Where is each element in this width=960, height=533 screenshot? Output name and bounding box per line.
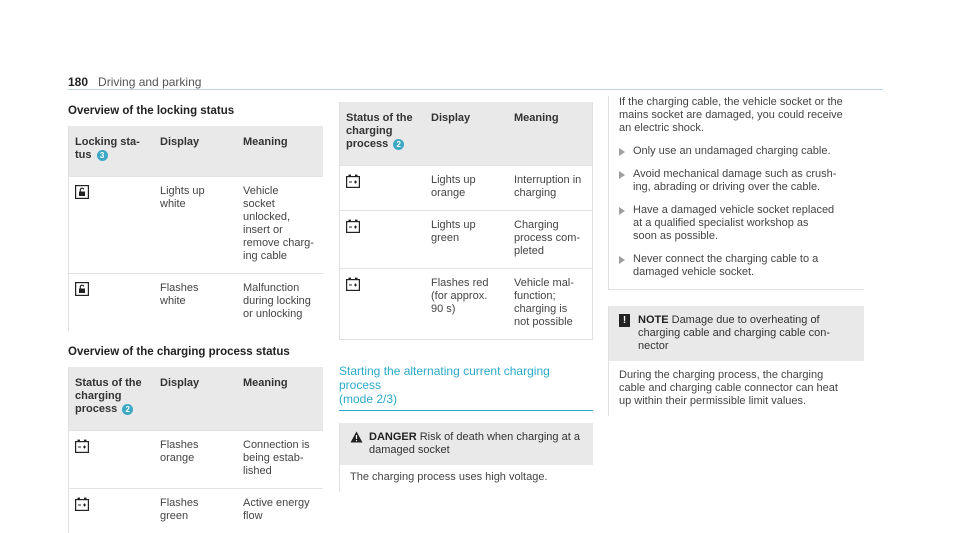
table-row (340, 211, 592, 269)
danger-label: DANGER (369, 431, 417, 443)
col-header-meaning: Meaning (235, 367, 323, 431)
page-header (68, 74, 883, 90)
col-header-display: Display (152, 367, 235, 431)
danger-continuation (608, 96, 864, 290)
row-meaning: Malfunction during locking or unlocking (235, 274, 323, 332)
row-display: Lights up white (152, 177, 235, 274)
table-header-row (69, 126, 323, 177)
row-display: Lights up orange (423, 166, 506, 211)
note-header (609, 306, 864, 361)
col-header-status: Status of the charging process 2 (340, 102, 423, 166)
list-item: Never connect the charging cable to a damaged vehicle socket. (619, 253, 854, 279)
list-item: Avoid mechanical damage such as crush- ing, abrading or driving over the cable. (619, 168, 854, 194)
column-right (608, 96, 864, 416)
list-item: Have a damaged vehicle socket replaced at a qualified specialist workshop as soon as possible. (619, 204, 854, 243)
row-display: Flashes orange (152, 431, 235, 489)
battery-icon (346, 174, 360, 188)
charging-status-table (69, 367, 323, 533)
charging-status-table-2-frame (339, 102, 593, 340)
bullet-arrow-icon (619, 148, 625, 156)
row-meaning: Connection is being estab- lished (235, 431, 323, 489)
unlocked-socket-icon (75, 185, 89, 199)
row-meaning: Interruption in charging (506, 166, 592, 211)
danger-box (339, 423, 593, 492)
danger-intro: If the charging cable, the vehicle socket or the mains socket are damaged, you could receive an electric shock. (619, 96, 843, 134)
warning-triangle-icon (350, 431, 363, 443)
locking-status-table-frame (68, 126, 323, 331)
danger-text: Risk of death when charging at a damaged socket (369, 431, 580, 456)
ref-circle: 2 (393, 139, 404, 150)
note-box (608, 306, 864, 416)
exclamation-icon: ! (619, 314, 630, 327)
column-middle (339, 102, 593, 492)
col-header-display: Display (423, 102, 506, 166)
locking-status-table (69, 126, 323, 331)
table-row (340, 269, 592, 340)
battery-icon (346, 219, 360, 233)
row-display: Flashes green (152, 489, 235, 533)
page-number: 180 (68, 75, 89, 89)
bullet-arrow-icon (619, 171, 625, 179)
note-text: Damage due to overheating of charging cable and charging cable con- nector (638, 314, 831, 352)
battery-icon (75, 497, 89, 511)
col-header-display: Display (152, 126, 235, 177)
unlocked-socket-icon (75, 282, 89, 296)
danger-body: The charging process uses high voltage. (350, 471, 548, 483)
col-header-status: Locking sta- tus 3 (69, 126, 152, 177)
danger-header (340, 423, 593, 465)
note-label: NOTE (638, 314, 669, 326)
col-header-status: Status of the charging process 2 (69, 367, 152, 431)
row-meaning: Vehicle mal- function; charging is not possible (506, 269, 592, 340)
table-header-row (69, 367, 323, 431)
table-row (69, 431, 323, 489)
column-left (68, 96, 323, 533)
battery-icon (75, 439, 89, 453)
ac-charging-heading[interactable]: Starting the alternating current charging process (mode 2/3) (339, 364, 593, 411)
table-row (69, 489, 323, 533)
table-row (69, 274, 323, 332)
list-item: Only use an undamaged charging cable. (619, 145, 854, 158)
table-header-row (340, 102, 592, 166)
col-header-meaning: Meaning (506, 102, 592, 166)
battery-icon (346, 277, 360, 291)
ref-circle: 3 (97, 150, 108, 161)
note-body: During the charging process, the charging cable and charging cable connector can heat up within their permissible limit values. (619, 369, 838, 407)
row-meaning: Charging process com- pleted (506, 211, 592, 269)
row-display: Flashes white (152, 274, 235, 332)
row-display: Lights up green (423, 211, 506, 269)
ref-circle: 2 (122, 404, 133, 415)
section-title: Driving and parking (98, 75, 202, 89)
charging-status-heading: Overview of the charging process status (68, 346, 290, 358)
bullet-arrow-icon (619, 207, 625, 215)
charging-status-table-frame (68, 367, 323, 533)
locking-status-heading: Overview of the locking status (68, 105, 235, 117)
table-row (340, 166, 592, 211)
col-header-meaning: Meaning (235, 126, 323, 177)
row-meaning: Vehicle socket unlocked, insert or remove charg- ing cable (235, 177, 323, 274)
row-meaning: Active energy flow (235, 489, 323, 533)
bullet-arrow-icon (619, 256, 625, 264)
charging-status-table-2 (340, 102, 592, 339)
table-row (69, 177, 323, 274)
row-display: Flashes red (for approx. 90 s) (423, 269, 506, 340)
